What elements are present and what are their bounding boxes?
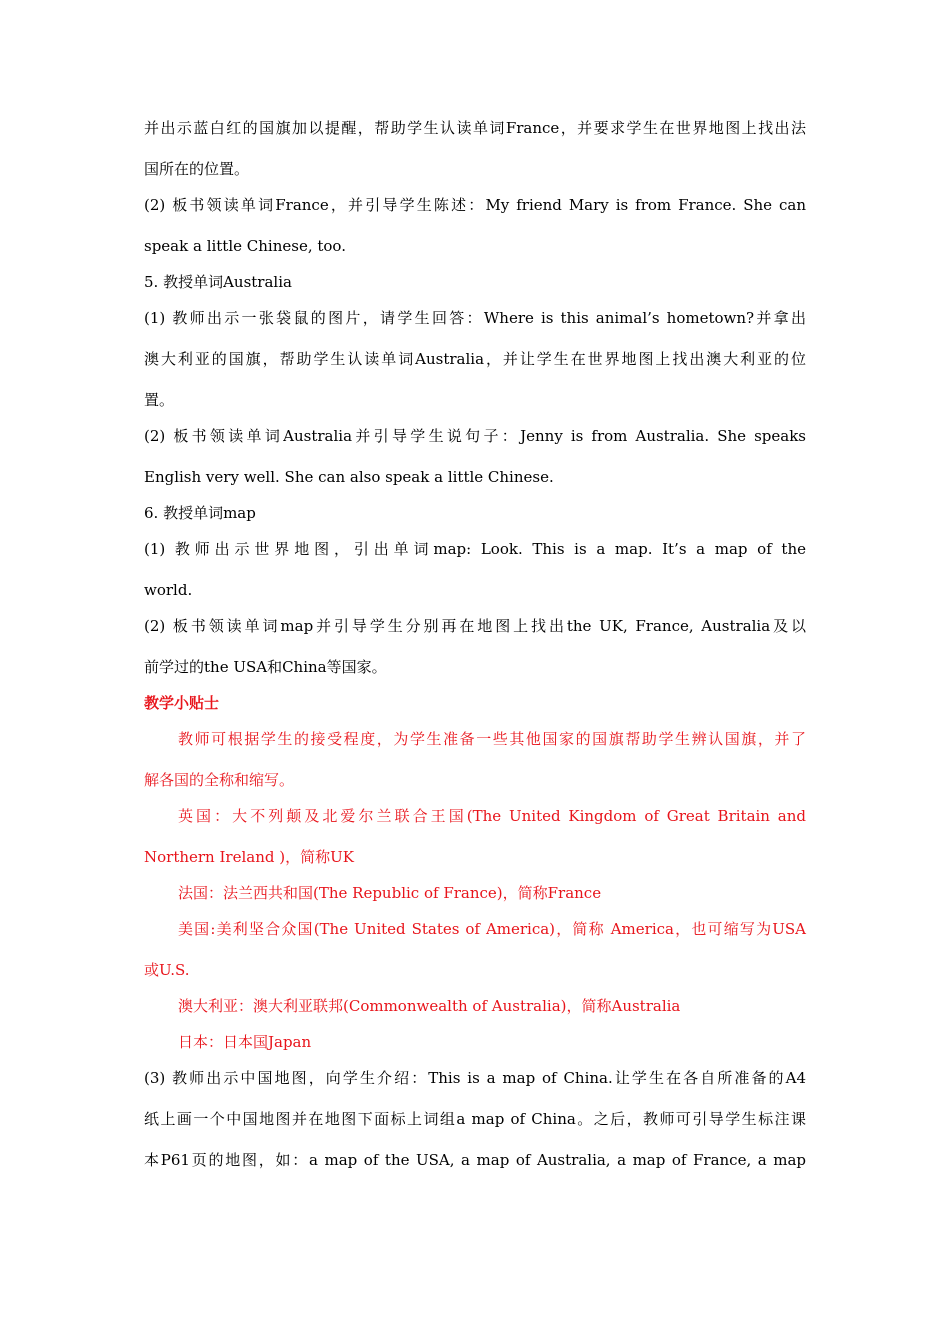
document-page [144,118,806,1170]
section-heading: 5. 教授单词Australia [144,273,292,291]
text-line: 澳大利亚：澳大利亚联邦(Commonwealth of Australia)，简称Australia [178,997,681,1015]
text-line: (3) 教师出示中国地图，向学生介绍：This is a map of China.让学生在各自所准备的A4 [144,1069,806,1087]
heading-map [144,503,806,523]
paragraph-map-step2 [144,616,806,677]
text-line: (2) 板书领读单词France，并引导学生陈述：My friend Mary is from France. She can [144,196,806,214]
text-line: 或U.S. [144,961,190,979]
text-line: (2) 板书领读单词map并引导学生分别再在地图上找出the UK, France, Australia及以 [144,617,806,635]
tips-japan [144,1032,806,1052]
text-line: 并出示蓝白红的国旗加以提醒，帮助学生认读单词France，并要求学生在世界地图上找出法 [144,119,806,137]
tips-uk [144,806,806,867]
text-line: 澳大利亚的国旗，帮助学生认读单词Australia，并让学生在世界地图上找出澳大利亚的位 [144,350,806,368]
text-line: 日本：日本国Japan [178,1033,312,1051]
paragraph-france-intro [144,118,806,179]
paragraph-australia-step2 [144,426,806,487]
text-line: 教师可根据学生的接受程度，为学生准备一些其他国家的国旗帮助学生辨认国旗，并了 [178,730,806,748]
paragraph-map-step3 [144,1068,806,1170]
text-line: 纸上画一个中国地图并在地图下面标上词组a map of China。之后，教师可引导学生标注课 [144,1110,806,1128]
text-line: 国所在的位置。 [144,160,250,178]
text-line: (2) 板书领读单词Australia并引导学生说句子：Jenny is from Australia. She speaks [144,427,806,445]
text-line: 法国：法兰西共和国(The Republic of France)，简称France [178,884,602,902]
text-line: 置。 [144,391,175,409]
text-line: 解各国的全称和缩写。 [144,771,295,789]
text-line: Northern Ireland )，简称UK [144,848,354,866]
text-line: (1) 教师出示世界地图，引出单词map: Look. This is a map. It’s a map of the [144,540,806,558]
tips-intro [144,729,806,790]
text-line: 前学过的the USA和China等国家。 [144,658,387,676]
paragraph-map-step1 [144,539,806,600]
text-line: 美国:美利坚合众国(The United States of America)，简称 America，也可缩写为USA [178,920,806,938]
text-line: 本P61页的地图，如：a map of the USA, a map of Australia, a map of France, a map [144,1151,806,1169]
tips-france [144,883,806,903]
paragraph-france-step2 [144,195,806,256]
paragraph-australia-step1 [144,308,806,410]
text-line: (1) 教师出示一张袋鼠的图片，请学生回答：Where is this animal’s hometown?并拿出 [144,309,806,327]
text-line: world. [144,581,193,599]
tips-australia [144,996,806,1016]
text-line: speak a little Chinese, too. [144,237,346,255]
text-line: English very well. She can also speak a little Chinese. [144,468,554,486]
tips-title [144,693,806,713]
tips-heading: 教学小贴士 [144,694,220,712]
section-heading: 6. 教授单词map [144,504,256,522]
text-line: 英国：大不列颠及北爱尔兰联合王国(The United Kingdom of Great Britain and [178,807,806,825]
tips-usa [144,919,806,980]
heading-australia [144,272,806,292]
